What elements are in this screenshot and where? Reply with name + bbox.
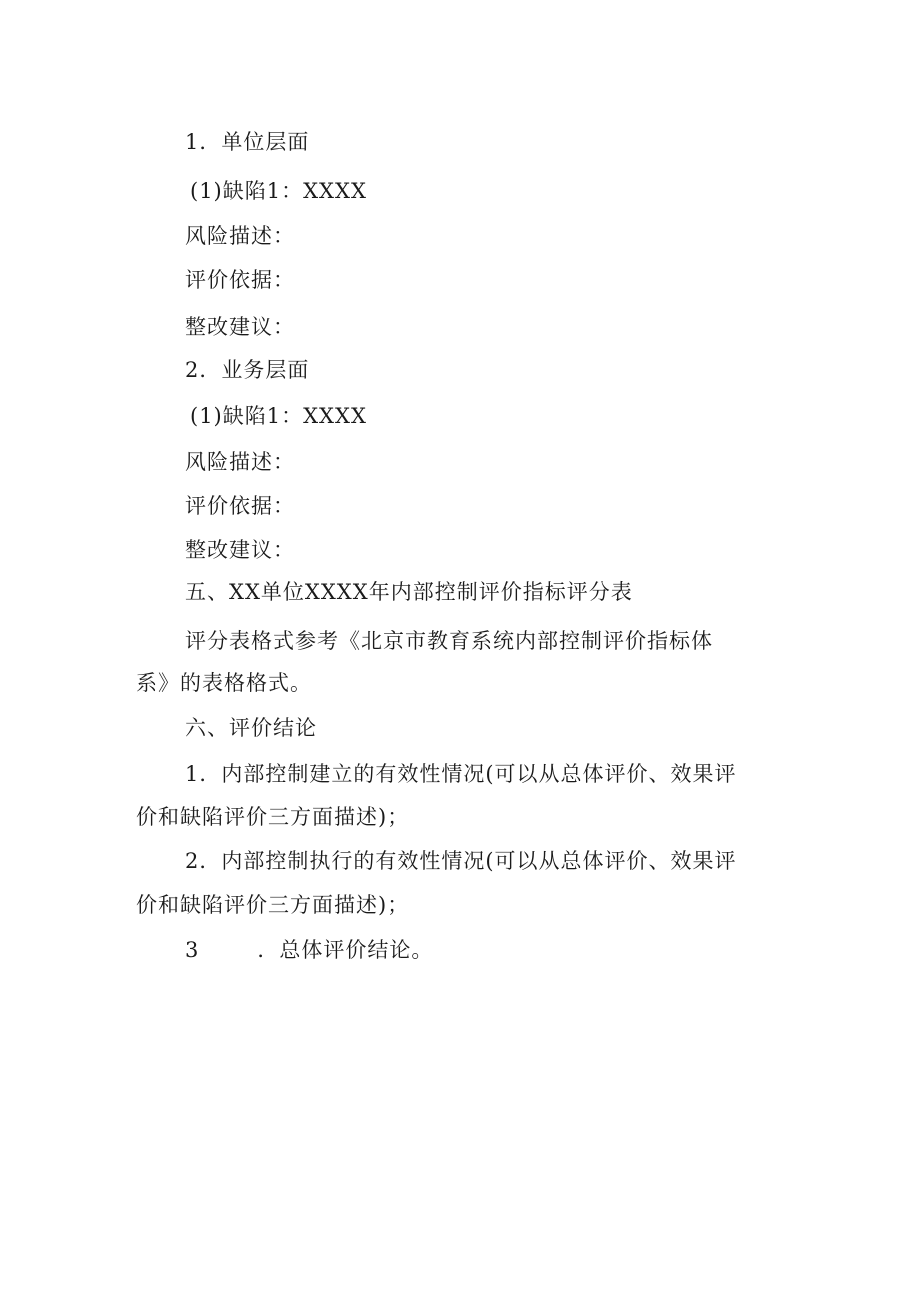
conclusion3-line — [185, 935, 433, 965]
section2-defect: (1)缺陷1：XXXX — [190, 404, 367, 428]
section1-advice-label: 整改建议： — [185, 315, 295, 339]
part6-heading: 六、评价结论 — [185, 716, 317, 740]
section1-defect: (1)缺陷1：XXXX — [190, 179, 367, 203]
section2-heading: 2．业务层面 — [185, 358, 310, 382]
part5-heading: 五、XX单位XXXX年内部控制评价指标评分表 — [185, 580, 633, 604]
section1-heading: 1．单位层面 — [185, 130, 310, 154]
conclusion2-line2: 价和缺陷评价三方面描述)； — [136, 893, 410, 917]
part5-body-line1: 评分表格式参考《北京市教育系统内部控制评价指标体 — [185, 629, 713, 653]
conclusion3-text: ．总体评价结论。 — [257, 938, 434, 962]
section2-basis-label: 评价依据： — [185, 494, 295, 518]
conclusion3-number: 3 — [185, 938, 200, 962]
conclusion1-line2: 价和缺陷评价三方面描述)； — [136, 805, 410, 829]
conclusion2-line1: 2．内部控制执行的有效性情况(可以从总体评价、效果评 — [185, 849, 737, 873]
conclusion1-line1: 1．内部控制建立的有效性情况(可以从总体评价、效果评 — [185, 762, 737, 786]
section1-risk-label: 风险描述： — [185, 224, 295, 248]
section2-advice-label: 整改建议： — [185, 538, 295, 562]
section2-risk-label: 风险描述： — [185, 450, 295, 474]
part5-body-line2: 系》的表格格式。 — [136, 671, 312, 695]
section1-basis-label: 评价依据： — [185, 268, 295, 292]
